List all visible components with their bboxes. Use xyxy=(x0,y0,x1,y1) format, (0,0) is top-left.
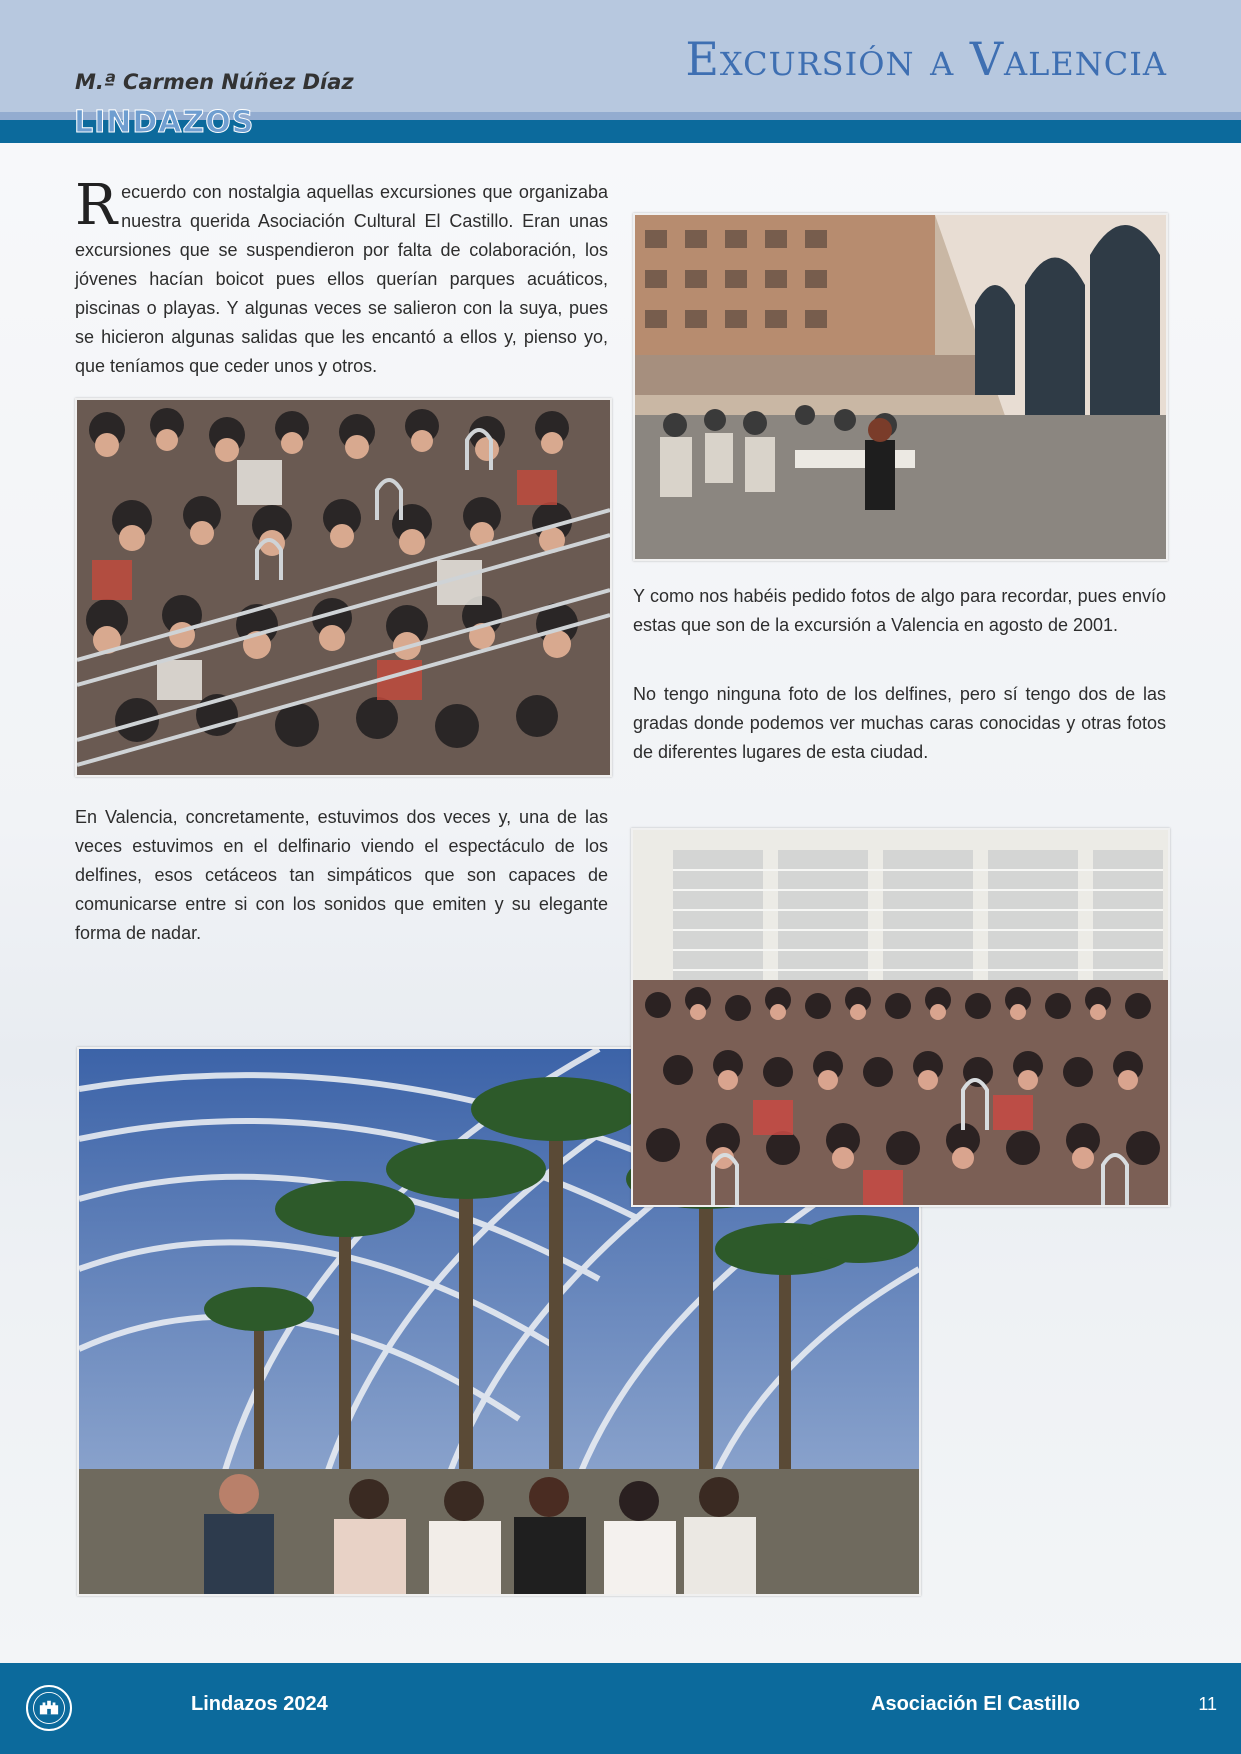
drop-cap: R xyxy=(75,173,118,238)
photos-paragraph: Y como nos habéis pedido fotos de algo para recordar, pues envío estas que son de la excursión a Valencia en agosto de 2001. xyxy=(633,586,1166,635)
footer-bar xyxy=(0,1663,1241,1754)
photo-crowd-stands-1 xyxy=(75,398,612,777)
association-seal-logo xyxy=(26,1685,72,1731)
intro-text: ecuerdo con nostalgia aquellas excursiones que organizaba nuestra querida Asociación Cultural El Castillo. Eran unas excursiones que se suspendieron por falta de colaboración, los jóvenes hacían boicot pues ellos querían parques acuáticos, piscinas o playas. Y algunas veces se salieron con la suya, pues se hicieron algunas salidas que les encantó a ellos y, pienso yo, que teníamos que ceder unos y otros. xyxy=(75,182,608,376)
footer-association: Asociación El Castillo xyxy=(871,1693,1080,1715)
author-name: M.ª Carmen Núñez Díaz xyxy=(75,70,354,94)
intro-paragraph xyxy=(75,173,608,381)
photo-arcade-terrace xyxy=(633,213,1168,561)
page-title: Excursión a Valencia xyxy=(685,32,1167,86)
brand-logo: LINDAZOS xyxy=(74,105,255,140)
valencia-paragraph: En Valencia, concretamente, estuvimos dos veces y, una de las veces estuvimos en el delfinario viendo el espectáculo de los delfines, esos cetáceos tan simpáticos que son capaces de comunicarse entre si con los sonidos que emiten y su elegante forma de nadar. xyxy=(75,807,608,943)
dolphins-paragraph: No tengo ninguna foto de los delfines, pero sí tengo dos de las gradas donde podemos ver muchas caras conocidas y otras fotos de diferentes lugares de esta ciudad. xyxy=(633,684,1166,762)
photo-crowd-stands-2 xyxy=(631,828,1170,1207)
footer-publication: Lindazos 2024 xyxy=(191,1693,328,1715)
page-number: 11 xyxy=(1198,1694,1217,1714)
